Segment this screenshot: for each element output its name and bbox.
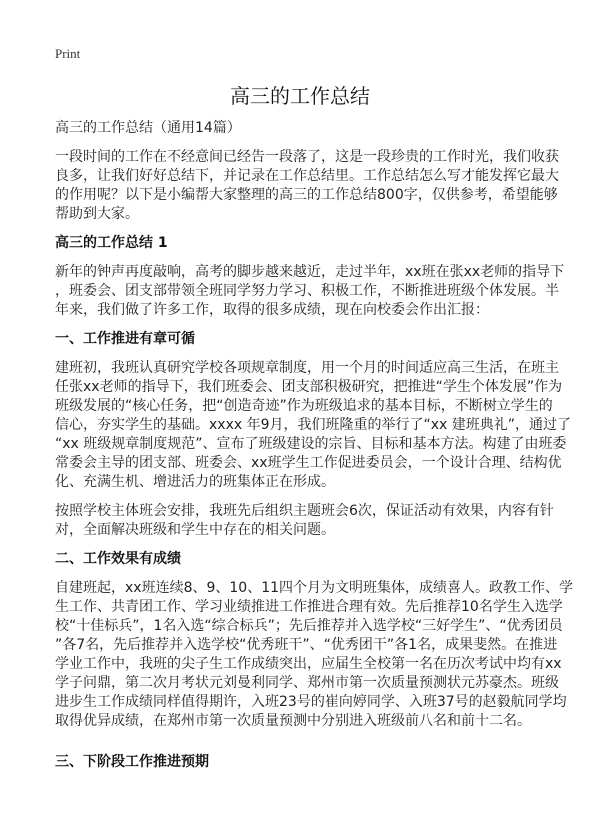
text-line: 信心，夯实学生的基础。xxxx 年9月，我们班隆重的举行了“xx 建班典礼”，通过了 [55, 417, 572, 433]
text-line: ，班委会、团支部带领全班同学努力学习、积极工作，不断推进班级个体发展。半 [55, 283, 559, 299]
heading-2: 二、工作效果有成绩 [55, 551, 181, 567]
paragraph-2 [55, 359, 572, 492]
intro-paragraph [55, 148, 559, 224]
text-line: 取得优异成绩，在郑州市第一次质量预测中分别进入班级前八名和前十二名。 [55, 713, 531, 729]
text-line: “xx 班级规章制度规范”、宣布了班级建设的宗旨、目标和基本方法。构建了由班委 [55, 436, 567, 452]
paragraph-1 [55, 263, 565, 320]
text-line: 班级发展的“核心任务，把“创造奇迹”作为班级追求的基本目标，不断树立学生的 [55, 398, 553, 414]
text-line: 建班初，我班认真研究学校各项规章制度，用一个月的时间适应高三生活，在班主 [55, 360, 559, 376]
section-heading: 高三的工作总结 1 [55, 235, 168, 251]
text-line: 一段时间的工作在不经意间已经告一段落了，这是一段珍贵的工作时光，我们收获 [55, 149, 559, 165]
text-line: 任张xx老师的指导下，我们班委会、团支部积极研究，把推进“学生个体发展”作为 [55, 379, 563, 395]
print-link[interactable]: Print [55, 46, 81, 61]
text-line: 进步生工作成绩同样值得期许，入班23号的崔向婷同学、入班37号的赵毅航同学均 [55, 694, 567, 710]
text-line: 生工作、共青团工作、学习业绩推进工作推进合理有效。先后推荐10名学生入选学 [55, 599, 563, 615]
heading-3: 三、下阶段工作推进预期 [55, 754, 209, 770]
paragraph-3 [55, 502, 555, 540]
text-line: 良多，让我们好好总结下，并记录在工作总结里。工作总结怎么写才能发挥它最大 [55, 168, 559, 184]
text-line: 常委会主导的团支部、班委会、xx班学生工作促进委员会，一个设计合理、结构优 [55, 455, 562, 471]
subtitle: 高三的工作总结（通用14篇） [55, 120, 241, 136]
text-line: 帮助到大家。 [55, 206, 139, 222]
paragraph-4 [55, 579, 574, 731]
heading-1: 一、工作推进有章可循 [55, 331, 195, 347]
text-line: 学子问鼎，第二次月考状元刘曼利同学、郑州市第一次质量预测状元苏豪杰。班级 [55, 675, 559, 691]
text-line: 自建班起，xx班连续8、9、10、11四个月为文明班集体，成绩喜人。政教工作、学 [55, 580, 574, 596]
text-line: 学业工作中，我班的尖子生工作成绩突出，应届生全校第一名在历次考试中均有xx [55, 656, 562, 672]
text-line: 对，全面解决班级和学生中存在的相关问题。 [55, 522, 335, 538]
document-body [55, 119, 574, 782]
text-line: 化、充满生机、增进活力的班集体正在形成。 [55, 474, 335, 490]
page-title: 高三的工作总结 [230, 84, 370, 108]
text-line: 新年的钟声再度敲响，高考的脚步越来越近，走过半年，xx班在张xx老师的指导下 [55, 264, 565, 280]
text-line: 年来，我们做了许多工作，取得的很多成绩，现在向校委会作出汇报： [55, 302, 489, 318]
text-line: ”各7名，先后推荐并入选学校“优秀班干”、“优秀团干”各1名，成果斐然。在推进 [55, 637, 558, 653]
text-line: 校“十佳标兵”，1名入选“综合标兵”；先后推荐并入选学校“三好学生”、“优秀团员 [55, 618, 563, 634]
text-line: 的作用呢？以下是小编帮大家整理的高三的工作总结800字，仅供参考，希望能够 [55, 187, 558, 203]
text-line: 按照学校主体班会安排，我班先后组织主题班会6次，保证活动有效果，内容有针 [55, 503, 554, 519]
